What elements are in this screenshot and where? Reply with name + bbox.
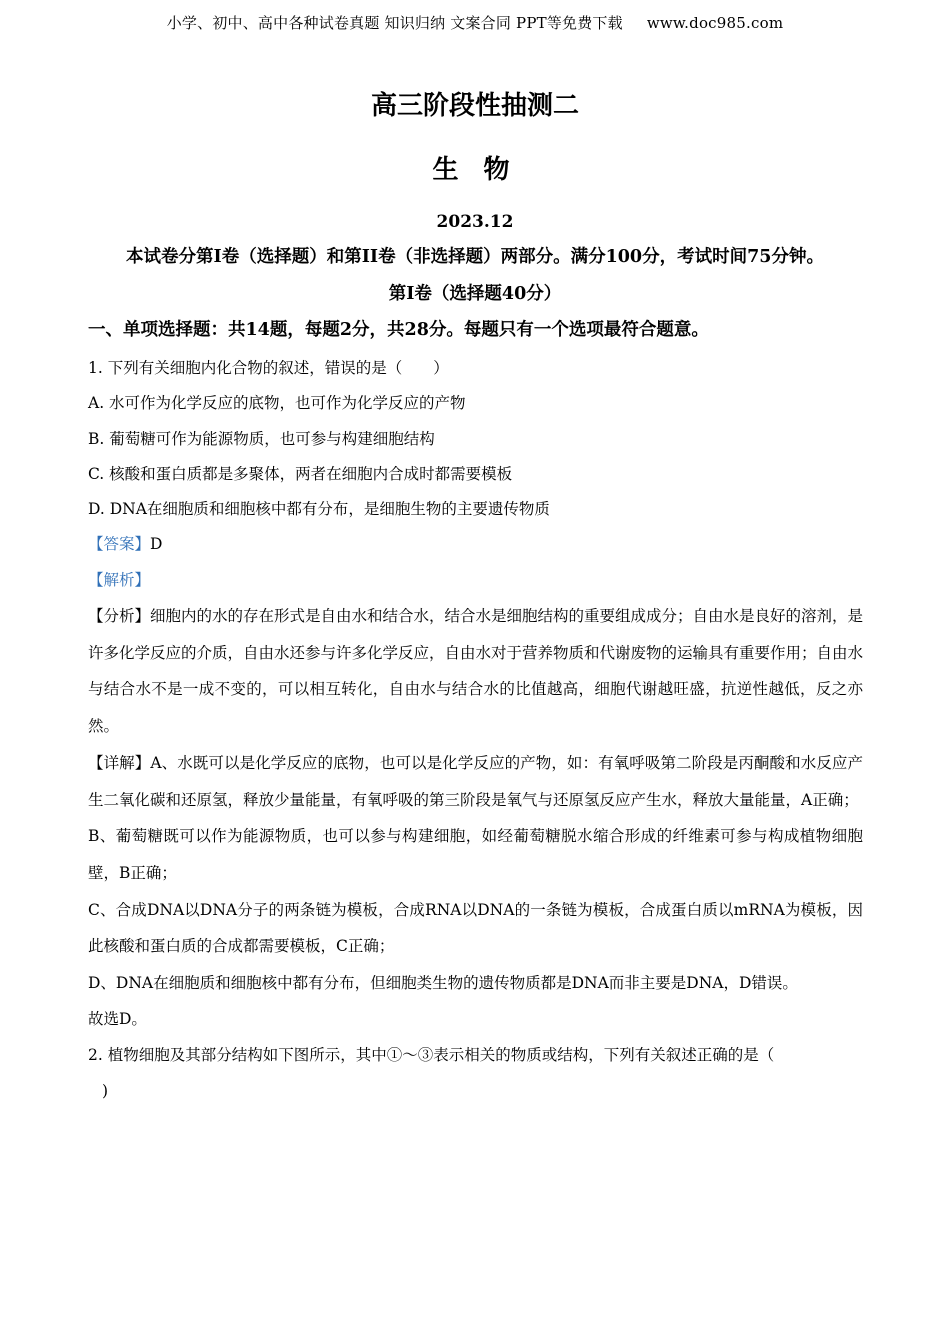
document-body: [88, 317, 863, 1109]
q1-xiangjie-d: D、DNA在细胞质和细胞核中都有分布，但细胞类生物的遗传物质都是DNA而非主要是DNA，D错误。: [88, 974, 798, 993]
q2-stem: 2. 植物细胞及其部分结构如下图所示，其中①～③表示相关的物质或结构，下列有关叙述正确的是（: [88, 1046, 775, 1065]
header-website: www.doc985.com: [646, 14, 784, 32]
header-promo-text: 小学、初中、高中各种试卷真题 知识归纳 文案合同 PPT等免费下载: [166, 14, 623, 32]
exam-date: 2023.12: [436, 212, 514, 232]
q1-answer: [88, 527, 863, 562]
exam-subject: 生 物: [432, 155, 518, 185]
q1-xiangjie-a: 【详解】A、水既可以是化学反应的底物，也可以是化学反应的产物，如：有氧呼吸第二阶段是丙酮酸和水反应产生二氧化碳和还原氢，释放少量能量，有氧呼吸的第三阶段是氧气与还原氢反应产生水，释放大量能量，A正确；: [88, 753, 863, 809]
q1-option-a: A. 水可作为化学反应的底物，也可作为化学反应的产物: [88, 394, 466, 413]
answer-label: 【答案】: [88, 535, 151, 554]
q1-fenxi: 【分析】细胞内的水的存在形式是自由水和结合水，结合水是细胞结构的重要组成成分；自由水是良好的溶剂，是许多化学反应的介质，自由水还参与许多化学反应，自由水对于营养物质和代谢废物的运输具有重要作用；自由水与结合水不是一成不变的，可以相互转化，自由水与结合水的比值越高，细胞代谢越旺盛，抗逆性越低，反之亦然。: [88, 607, 864, 736]
q1-stem: 1. 下列有关细胞内化合物的叙述，错误的是（ ）: [88, 359, 449, 377]
q1-option-c: C. 核酸和蛋白质都是多聚体，两者在细胞内合成时都需要模板: [88, 464, 513, 483]
part1-title: 第I卷（选择题40分）: [388, 284, 562, 304]
exam-title: 高三阶段性抽测二: [370, 91, 579, 121]
q2-stem-end: ): [102, 1081, 109, 1100]
q1-conclusion: 故选D。: [88, 1009, 147, 1028]
q1-xiangjie-c: C、合成DNA以DNA分子的两条链为模板，合成RNA以DNA的一条链为模板，合成蛋白质以mRNA为模板，因此核酸和蛋白质的合成都需要模板，C正确；: [88, 900, 863, 956]
page-header: [0, 12, 950, 34]
section1-heading: 一、单项选择题：共14题，每题2分，共28分。每题只有一个选项最符合题意。: [88, 320, 709, 340]
analysis-label: 【解析】: [88, 570, 151, 589]
q1-xiangjie-b: B、葡萄糖既可以作为能源物质，也可以参与构建细胞，如经葡萄糖脱水缩合形成的纤维素可参与构成植物细胞壁，B正确；: [88, 827, 863, 882]
exam-instructions: 本试卷分第I卷（选择题）和第II卷（非选择题）两部分。满分100分，考试时间75分钟。: [126, 247, 824, 267]
q1-option-d: D. DNA在细胞质和细胞核中都有分布，是细胞生物的主要遗传物质: [88, 500, 550, 519]
q1-option-b: B. 葡萄糖可作为能源物质，也可参与构建细胞结构: [88, 429, 435, 448]
answer-value: D: [150, 535, 163, 554]
